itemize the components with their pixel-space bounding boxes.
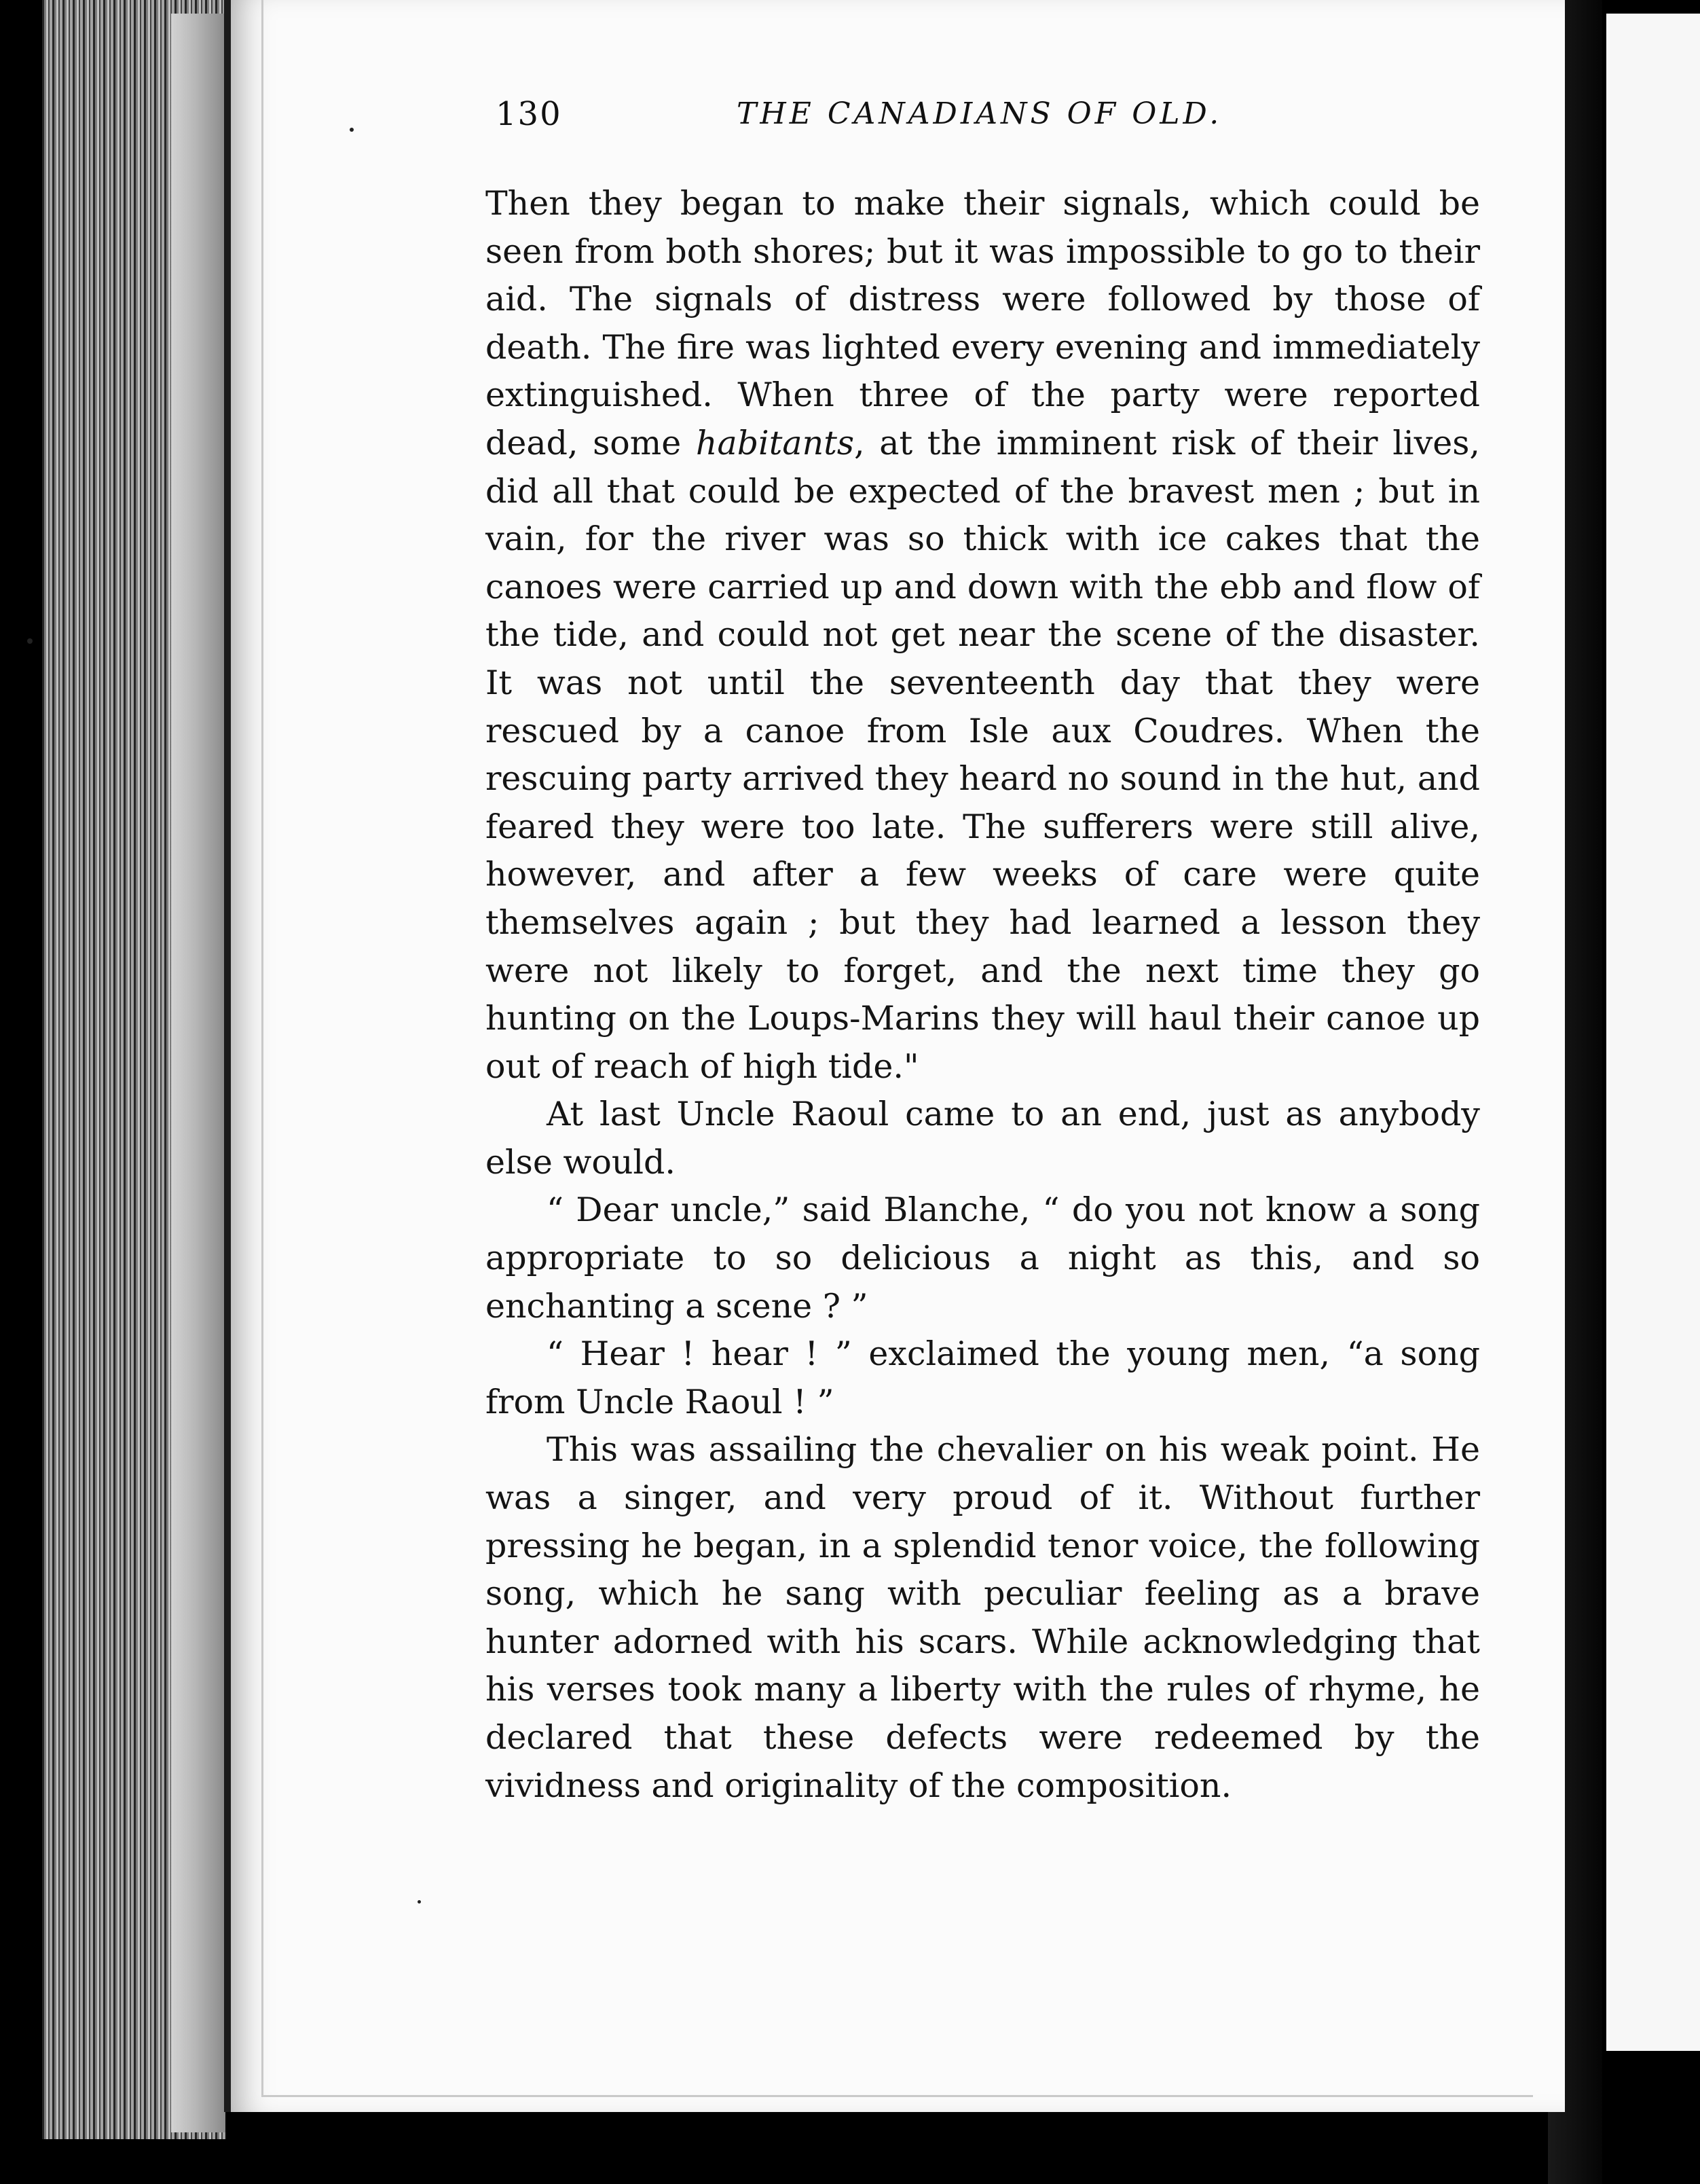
- paragraph-2: At last Uncle Raoul came to an end, just as anybody else would.: [485, 1095, 1480, 1182]
- ink-speck: [27, 638, 33, 644]
- paragraph-1-text-after: , at the imminent risk of their lives, did all that could be expected of the bravest men ; but in vain, for the river was so thick with ice cakes that the canoes were carried up and down with the ebb and flow of the tide, and could not get near the scene of the disaster. It was not until the seventeenth day that they were rescued by a canoe from Isle aux Coudres. When the rescuing party arrived they heard no sound in the hut, and feared they were too late. The sufferers were still alive, however, and after a few weeks of care were quite themselves again ; but they had learned a lesson they were not likely to forget, and the next time they go hunting on the Loups-Marins they will haul their canoe up out of reach of high tide.": [485, 423, 1480, 1086]
- page-number: 130: [496, 95, 562, 133]
- body-text: [485, 180, 1480, 1810]
- ink-speck: [418, 1900, 421, 1904]
- running-head-title: THE CANADIANS OF OLD.: [737, 96, 1223, 131]
- ink-speck: [350, 128, 354, 132]
- page-header: [496, 95, 1242, 149]
- paragraph-4: “ Hear ! hear ! ” exclaimed the young men, “a song from Uncle Raoul ! ”: [485, 1334, 1480, 1421]
- paragraph-1: [485, 180, 1480, 1091]
- next-page-edge: [1602, 14, 1700, 2051]
- paragraph-1-text-before: Then they began to make their signals, which could be seen from both shores; but it was impossible to go to their aid. The signals of distress were followed by those of death. The fire was lighted every evening and immediately extinguished. When three of the party were reported dead, some: [485, 184, 1480, 462]
- paragraph-5: This was assailing the chevalier on his weak point. He was a singer, and very proud of it. Without further pressing he began, in a splendid tenor voice, the following song, which he sang with peculiar feeling as a brave hunter adorned with his scars. While acknowledging that his verses took many a liberty with the rules of rhyme, he declared that these defects were redeemed by the vividness and originality of the composition.: [485, 1430, 1480, 1805]
- paragraph-3: “ Dear uncle,” said Blanche, “ do you not know a song appropriate to so delicious a night as this, and so enchanting a scene ? ”: [485, 1190, 1480, 1326]
- italic-word-habitants: habitants: [695, 423, 855, 462]
- stacked-page-edges: [42, 0, 225, 2139]
